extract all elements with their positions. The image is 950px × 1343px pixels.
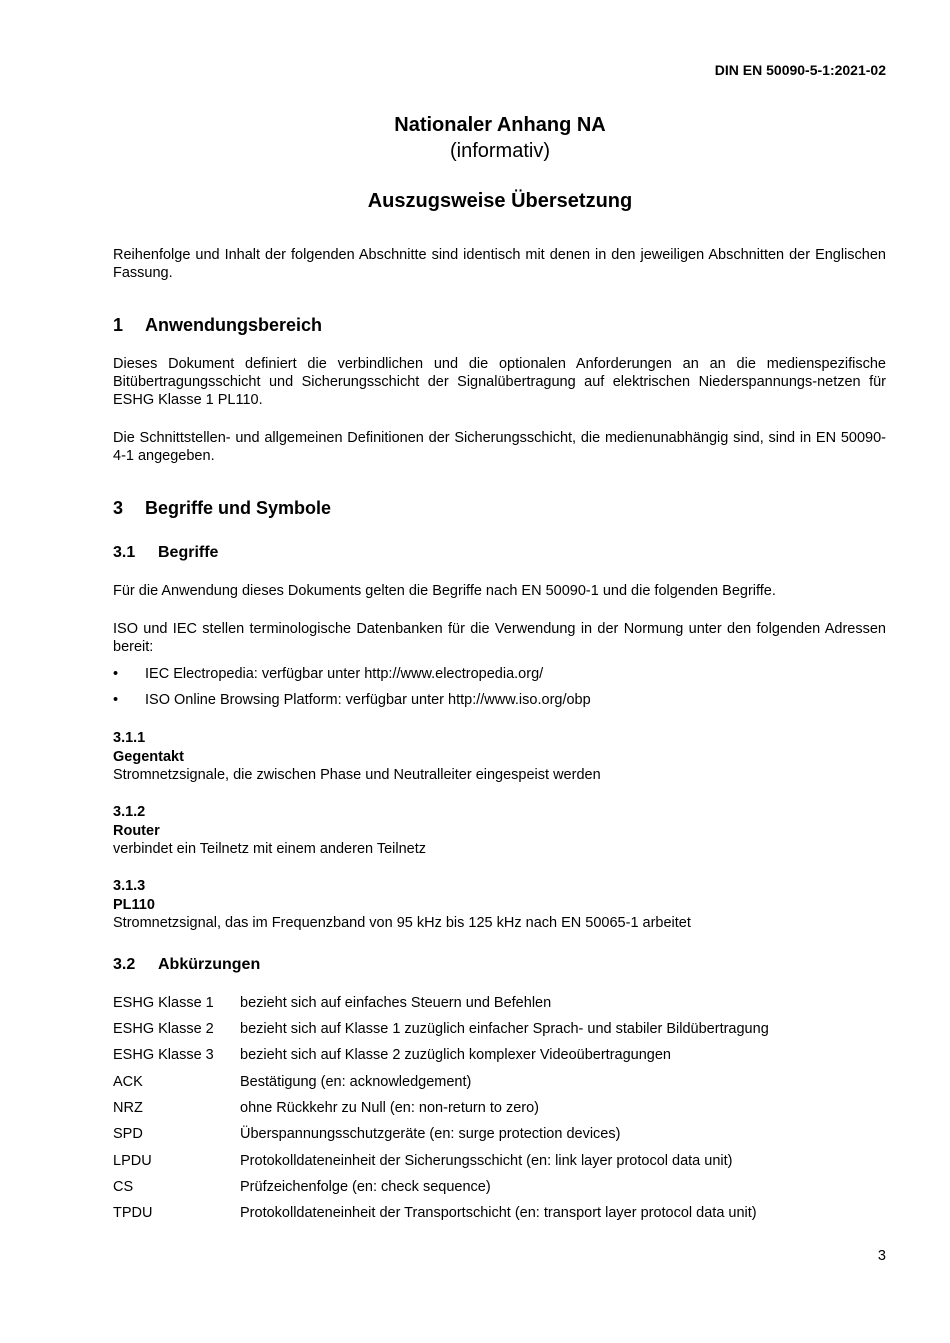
section-1-paragraph-2: Die Schnittstellen- und allgemeinen Definitionen der Sicherungsschicht, die medienunabhängig sind, sind in EN 50090-4-1 angegeben. [113,430,886,464]
annex-subtitle: (informativ) [449,140,550,162]
term-definition: verbindet ein Teilnetz mit einem anderen Teilnetz [113,841,427,857]
abbreviation: ACK [113,1074,143,1090]
term-name: Router [113,822,160,839]
abbreviation-row [113,1205,757,1221]
bullet-text: IEC Electropedia: verfügbar unter http://www.electropedia.org/ [145,666,544,682]
term-number: 3.1.3 [113,878,146,894]
page-number: 3 [877,1248,886,1264]
abbreviation: ESHG Klasse 1 [113,995,214,1011]
abbreviation-row [113,995,551,1011]
abbreviation-row [113,1153,732,1169]
section-3-1-paragraph-2: ISO und IEC stellen terminologische Datenbanken für die Verwendung in der Normung unter den folgenden Adressen bereit: [113,621,886,655]
annex-title: Nationaler Anhang NA [394,114,606,136]
abbreviation-description: Überspannungsschutzgeräte (en: surge protection devices) [240,1126,621,1142]
abbreviation-row [113,1074,471,1090]
term-definition: Stromnetzsignal, das im Frequenzband von 95 kHz bis 125 kHz nach EN 50065-1 arbeitet [113,915,691,931]
abbreviation-row [113,1021,769,1037]
abbreviation: SPD [113,1126,143,1142]
abbreviation-row [113,1126,620,1142]
section-number: 1 [113,315,124,335]
abbreviation: CS [113,1179,134,1195]
bullet-icon: • [113,666,119,682]
bullet-item [113,692,591,708]
subsection-title: Begriffe [158,544,219,561]
section-3-1-paragraph-1: Für die Anwendung dieses Dokuments gelten die Begriffe nach EN 50090-1 und die folgenden Begriffe. [113,583,776,599]
abbreviation-description: bezieht sich auf Klasse 1 zuzüglich einfacher Sprach- und stabiler Bildübertragung [240,1021,769,1037]
section-3-2-heading [113,956,260,974]
term-entry [113,877,691,933]
abbreviation-row [113,1179,491,1195]
bullet-icon: • [113,692,119,708]
abbreviation-description: bezieht sich auf Klasse 2 zuzüglich komplexer Videoübertragungen [240,1047,671,1063]
section-3-1-heading [113,544,218,562]
document-id: DIN EN 50090-5-1:2021-02 [714,62,886,78]
abbreviation-description: Bestätigung (en: acknowledgement) [240,1074,472,1090]
bullet-text: ISO Online Browsing Platform: verfügbar unter http://www.iso.org/obp [145,692,591,708]
term-entry [113,729,601,785]
section-title: Begriffe und Symbole [145,498,332,518]
term-definition: Stromnetzsignale, die zwischen Phase und Neutralleiter eingespeist werden [113,767,601,783]
section-1-paragraph-1: Dieses Dokument definiert die verbindlichen und die optionalen Anforderungen an an die medienspezifische Bitübertragungsschicht und Sicherungsschicht der Signalübertragung auf elektrischen Niederspannungs-netzen für ESHG Klasse 1 PL110. [113,356,886,408]
subsection-number: 3.2 [113,956,136,973]
abbreviation: TPDU [113,1205,153,1221]
term-name: PL110 [113,896,155,913]
subsection-title: Abkürzungen [158,956,261,973]
intro-paragraph: Reihenfolge und Inhalt der folgenden Abschnitte sind identisch mit denen in den jeweiligen Abschnitten der Englischen Fassung. [113,247,886,281]
abbreviation-row [113,1047,671,1063]
section-number: 3 [113,498,124,518]
section-1-heading [113,315,322,336]
term-entry [113,803,426,859]
section-3-heading [113,498,331,519]
abbreviation-description: bezieht sich auf einfaches Steuern und Befehlen [240,995,552,1011]
term-name: Gegentakt [113,748,184,765]
annex-heading: Auszugsweise Übersetzung [367,190,633,212]
abbreviation: LPDU [113,1153,152,1169]
abbreviation-description: Protokolldateneinheit der Transportschicht (en: transport layer protocol data unit) [240,1205,757,1221]
abbreviation: ESHG Klasse 3 [113,1047,214,1063]
abbreviation-description: Prüfzeichenfolge (en: check sequence) [240,1179,491,1195]
abbreviation: ESHG Klasse 2 [113,1021,214,1037]
bullet-item [113,666,543,682]
abbreviation: NRZ [113,1100,143,1116]
section-title: Anwendungsbereich [145,315,323,335]
abbreviation-description: Protokolldateneinheit der Sicherungsschicht (en: link layer protocol data unit) [240,1153,733,1169]
term-number: 3.1.2 [113,804,146,820]
subsection-number: 3.1 [113,544,136,561]
term-number: 3.1.1 [113,730,146,746]
abbreviation-row [113,1100,539,1116]
abbreviation-description: ohne Rückkehr zu Null (en: non-return to zero) [240,1100,540,1116]
